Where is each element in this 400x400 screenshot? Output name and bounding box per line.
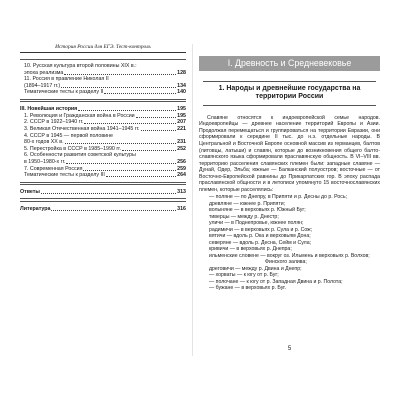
- toc-leader: [122, 150, 176, 151]
- toc-entry[interactable]: [20, 139, 186, 146]
- rule-double: [20, 198, 186, 201]
- toc-leader: [106, 176, 176, 177]
- toc-page: 313: [177, 188, 186, 195]
- toc-page: 264: [177, 172, 186, 179]
- toc-group-b: [20, 113, 186, 179]
- tribe-item: ильменские словене — вокруг оз. Ильмень и верховьях р. Волхов;: [209, 252, 370, 259]
- toc-page: 128: [177, 69, 186, 76]
- toc-literature[interactable]: [20, 206, 186, 213]
- toc-entry[interactable]: [20, 70, 186, 77]
- toc-entry[interactable]: [20, 159, 186, 166]
- toc-title: 5. Перестройка в СССР в 1985–1990 гг.: [24, 145, 122, 152]
- toc-group-a: [20, 63, 186, 96]
- toc-leader: [104, 93, 176, 94]
- tribe-item: — бужане — в верховьях р. Буг.: [209, 285, 286, 292]
- toc-title: эпоха реализма: [24, 69, 64, 76]
- tribe-item: уличи — в Поднепровье, южнее полян;: [209, 220, 304, 227]
- toc-title: (1894–1917 гг.): [24, 82, 61, 89]
- toc-page: 140: [177, 89, 186, 96]
- toc-leader: [61, 87, 176, 88]
- page-number: 5: [287, 346, 292, 352]
- part-banner: I. Древность и Средневековье: [199, 56, 380, 71]
- toc-leader: [136, 117, 177, 118]
- toc-page: 316: [177, 205, 186, 212]
- toc-title: III. Новейшая история: [20, 106, 78, 113]
- tribe-item: северяне — вдоль р. Десна, Сейм и Сула;: [209, 239, 312, 246]
- toc-title: 10. Русская культура второй половины XIX в.:: [24, 63, 137, 69]
- tribe-item: волыняне — в верховьях р. Южный Буг;: [209, 207, 306, 214]
- toc-title: Ответы: [20, 188, 40, 195]
- toc-title: 4. СССР в 1945 — первой половине: [24, 132, 114, 139]
- tribe-item: — полочане — к югу от р. Западная Двина и р. Полота;: [209, 278, 343, 285]
- toc-entry[interactable]: [20, 126, 186, 133]
- toc-page: 134: [177, 82, 186, 89]
- rule-double: [20, 99, 186, 102]
- toc-leader: [83, 170, 176, 171]
- toc-answers[interactable]: [20, 189, 186, 196]
- toc-page: 207: [177, 119, 186, 126]
- toc-title: в 1950–1980-х гг.: [24, 158, 66, 165]
- tribe-item: — поляне — по Днепру, в Припяти и р. Десны до р. Рось;: [209, 194, 348, 201]
- toc-title: Литература: [20, 205, 51, 212]
- toc-entry[interactable]: [20, 166, 186, 173]
- running-header: История России для ЕГЭ. Тест-контроль: [20, 44, 186, 53]
- toc-entry[interactable]: [20, 76, 186, 83]
- toc-section-iii[interactable]: [20, 106, 186, 113]
- toc-entry[interactable]: [20, 113, 186, 120]
- toc-leader: [66, 163, 176, 164]
- toc-title: 80-х годов XX в.: [24, 139, 64, 146]
- rule-top: [20, 59, 186, 60]
- toc-entry[interactable]: [20, 172, 186, 179]
- tribe-item: древляне — южнее р. Припяти;: [209, 200, 286, 207]
- toc-page: 195: [177, 112, 186, 119]
- tribe-item: Финского залива;: [265, 259, 307, 266]
- tribe-item: дреговичи — между р. Двина и Днепр;: [209, 265, 302, 272]
- toc-leader: [41, 193, 176, 194]
- toc-entry[interactable]: [20, 152, 186, 159]
- toc-entry[interactable]: [20, 119, 186, 126]
- toc-leader: [84, 123, 176, 124]
- toc-leader: [78, 110, 176, 111]
- tribe-item: — хорваты — к югу от р. Буг;: [209, 272, 279, 279]
- toc-leader: [51, 210, 176, 211]
- rule-double: [20, 182, 186, 185]
- tribe-item: кривичи — в верховьях р. Днепра;: [209, 246, 292, 253]
- tribe-list: [199, 194, 380, 292]
- tribe-item: тиверцы — между р. Днестр;: [209, 213, 279, 220]
- toc-title: 3. Великая Отечественная война 1941–1945 гг.: [24, 125, 140, 132]
- toc-leader: [65, 143, 177, 144]
- book-spine: [192, 44, 193, 356]
- toc-title: 1. Революция и Гражданская война в России: [24, 112, 135, 119]
- toc-page: 221: [177, 125, 186, 132]
- tribe-item: вятичи — вдоль р. Ока и верховьям Дона;: [209, 233, 311, 240]
- toc-leader: [64, 74, 176, 75]
- toc-page: 256: [177, 158, 186, 165]
- toc-title: 11. Россия в правление Николая II: [24, 76, 109, 83]
- body-paragraph: Славяне относятся к индоевропейской семье народов. Индоевропейцы — древнее население территорий Европы и Азии. Продолжая перемещаться и группироваться на территории Евразии, они сформировали к середине II тыс. до н.э. отдельные народы. В Центральной и Восточной Европе основной массив из германцев, балтов (литовцы, латыши) и славян, которые до возникновения общего балто-славянского языка сформировали праславянскую общность. В VI–VIII вв. территорию расселения славянских племен были: западные славяне — Дунай, Одер, Эльба; южные — Балканский полуостров; восточные — от Восточно-Европейской равнины до Прикарпатских гор. В эпоху распада праславянской общности и в летописи упомянуто 15 восточнославянских племен, которые расселялись:: [199, 114, 380, 193]
- toc-entry[interactable]: [20, 133, 186, 140]
- toc-title: 7. Современная Россия: [24, 165, 83, 172]
- toc-page: 259: [177, 165, 186, 172]
- tribe-item: радимичи — в верховьях р. Сула и р. Сож;: [209, 226, 313, 233]
- chapter-title: 1. Народы и древнейшие государства на территории России: [203, 81, 376, 106]
- toc-title: Тематические тесты к разделу II: [24, 89, 104, 96]
- toc-page: 231: [177, 139, 186, 146]
- right-page: [199, 44, 380, 356]
- toc-page: 195: [177, 106, 186, 113]
- toc-entry[interactable]: [20, 89, 186, 96]
- toc-title: 6. Особенности развития советской культуры: [24, 152, 136, 159]
- toc-entry[interactable]: [20, 83, 186, 90]
- toc-title: 2. СССР в 1922–1940 гг.: [24, 119, 84, 126]
- left-page: [20, 44, 186, 356]
- toc-leader: [141, 130, 177, 131]
- toc-entry[interactable]: [20, 63, 186, 70]
- toc-page: 252: [177, 145, 186, 152]
- toc-title: Тематические тесты к разделу III: [24, 172, 105, 179]
